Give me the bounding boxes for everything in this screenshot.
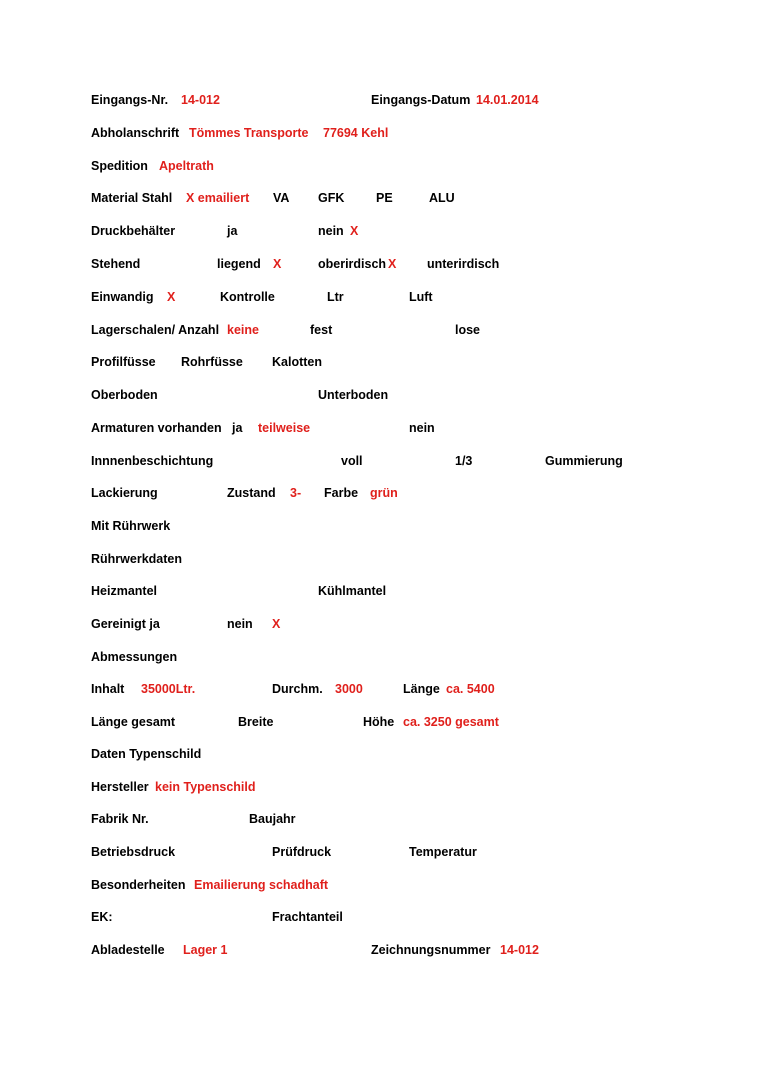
zeichnungsnummer-label: Zeichnungsnummer [371, 943, 491, 957]
abladestelle-value: Lager 1 [183, 943, 228, 957]
breite-label: Breite [238, 715, 274, 729]
ek-label: EK: [91, 910, 113, 924]
material-alu-option: ALU [429, 191, 455, 205]
laenge-value: ca. 5400 [446, 682, 495, 696]
heizmantel-label: Heizmantel [91, 584, 157, 598]
inhalt-label: Inhalt [91, 682, 125, 696]
baujahr-label: Baujahr [249, 812, 296, 826]
daten-typenschild-label: Daten Typenschild [91, 747, 202, 761]
abholanschrift-company-value: Tömmes Transporte [189, 126, 309, 140]
hersteller-value: kein Typenschild [155, 780, 256, 794]
lagerschalen-lose-option: lose [455, 323, 481, 337]
eingangs-nr-value: 14-012 [181, 93, 220, 107]
frachtanteil-label: Frachtanteil [272, 910, 343, 924]
durchmesser-value: 3000 [335, 682, 363, 696]
armaturen-ja-option: ja [232, 421, 243, 435]
hersteller-label: Hersteller [91, 780, 149, 794]
druckbehaelter-nein-option: nein [318, 224, 344, 238]
pruefdruck-label: Prüfdruck [272, 845, 332, 859]
spedition-value: Apeltrath [159, 159, 214, 173]
gereinigt-nein-option: nein [227, 617, 253, 631]
gereinigt-label: Gereinigt ja [91, 617, 160, 631]
unterboden-label: Unterboden [318, 388, 389, 402]
innenbeschichtung-label: Innnenbeschichtung [91, 454, 214, 468]
durchmesser-label: Durchm. [272, 682, 323, 696]
oberirdisch-option: oberirdisch [318, 257, 387, 271]
betriebsdruck-label: Betriebsdruck [91, 845, 176, 859]
gummierung-option: Gummierung [545, 454, 623, 468]
material-label: Material Stahl [91, 191, 173, 205]
eingangs-datum-label: Eingangs-Datum [371, 93, 471, 107]
eingangs-datum-value: 14.01.2014 [476, 93, 539, 107]
profilfuesse-option: Profilfüsse [91, 355, 156, 369]
besonderheiten-value: Emailierung schadhaft [194, 878, 329, 892]
druckbehaelter-label: Druckbehälter [91, 224, 176, 238]
oberirdisch-mark: X [388, 257, 397, 271]
hoehe-value: ca. 3250 gesamt [403, 715, 499, 729]
laenge-gesamt-label: Länge gesamt [91, 715, 176, 729]
lagerschalen-value: keine [227, 323, 259, 337]
farbe-label: Farbe [324, 486, 359, 500]
unterirdisch-option: unterirdisch [427, 257, 500, 271]
oberboden-label: Oberboden [91, 388, 158, 402]
druckbehaelter-nein-mark: X [350, 224, 359, 238]
liegend-mark: X [273, 257, 282, 271]
kontrolle-label: Kontrolle [220, 290, 275, 304]
armaturen-label: Armaturen vorhanden [91, 421, 222, 435]
druckbehaelter-ja-option: ja [227, 224, 238, 238]
material-va-option: VA [273, 191, 290, 205]
ruehrwerk-label: Mit Rührwerk [91, 519, 171, 533]
lackierung-label: Lackierung [91, 486, 158, 500]
zeichnungsnummer-value: 14-012 [500, 943, 539, 957]
innenbeschichtung-voll-option: voll [341, 454, 363, 468]
armaturen-nein-option: nein [409, 421, 435, 435]
material-emailiert-value: X emailiert [186, 191, 250, 205]
lagerschalen-label: Lagerschalen/ Anzahl [91, 323, 220, 337]
kuehlmantel-label: Kühlmantel [318, 584, 387, 598]
abholanschrift-label: Abholanschrift [91, 126, 180, 140]
abmessungen-label: Abmessungen [91, 650, 178, 664]
besonderheiten-label: Besonderheiten [91, 878, 186, 892]
material-pe-option: PE [376, 191, 393, 205]
lagerschalen-fest-option: fest [310, 323, 333, 337]
laenge-label: Länge [403, 682, 440, 696]
ruehrwerkdaten-label: Rührwerkdaten [91, 552, 182, 566]
armaturen-value: teilweise [258, 421, 311, 435]
eingangs-nr-label: Eingangs-Nr. [91, 93, 169, 107]
temperatur-label: Temperatur [409, 845, 477, 859]
ltr-label: Ltr [327, 290, 344, 304]
abladestelle-label: Abladestelle [91, 943, 165, 957]
spedition-label: Spedition [91, 159, 148, 173]
liegend-option: liegend [217, 257, 261, 271]
zustand-label: Zustand [227, 486, 276, 500]
stehend-label: Stehend [91, 257, 141, 271]
einwandig-label: Einwandig [91, 290, 154, 304]
fabrik-nr-label: Fabrik Nr. [91, 812, 149, 826]
einwandig-mark: X [167, 290, 176, 304]
rohrfuesse-option: Rohrfüsse [181, 355, 243, 369]
farbe-value: grün [370, 486, 398, 500]
material-gfk-option: GFK [318, 191, 345, 205]
hoehe-label: Höhe [363, 715, 395, 729]
kalotten-option: Kalotten [272, 355, 322, 369]
gereinigt-nein-mark: X [272, 617, 281, 631]
inhalt-value: 35000Ltr. [141, 682, 196, 696]
innenbeschichtung-drittel-option: 1/3 [455, 454, 473, 468]
zustand-value: 3- [290, 486, 302, 500]
abholanschrift-city-value: 77694 Kehl [323, 126, 389, 140]
luft-label: Luft [409, 290, 433, 304]
